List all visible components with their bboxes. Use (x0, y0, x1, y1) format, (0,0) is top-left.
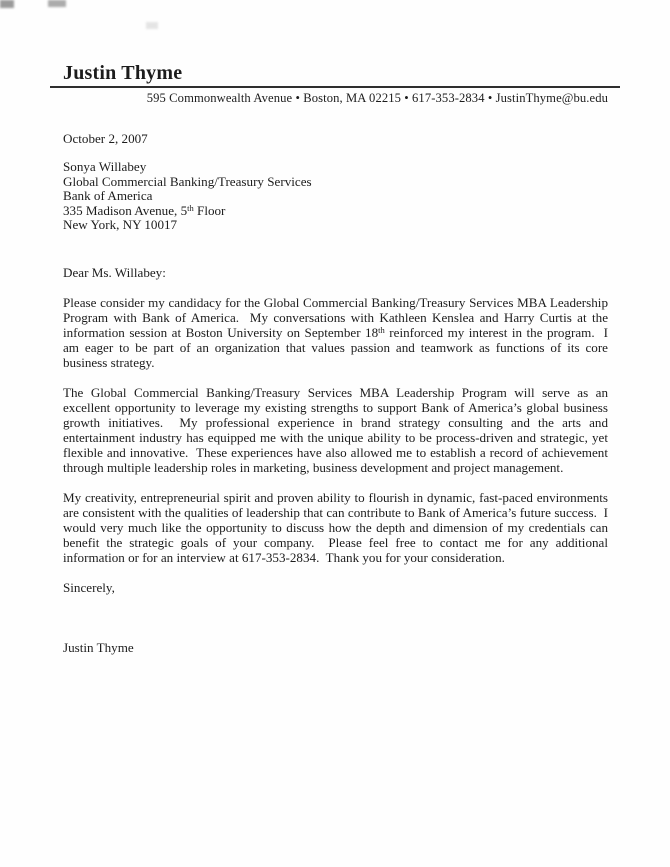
letterhead (0, 0, 670, 105)
recipient-street-suffix: Floor (193, 202, 226, 218)
salutation: Dear Ms. Willabey: (63, 264, 166, 280)
recipient-department: Global Commercial Banking/Treasury Services (63, 173, 312, 189)
scan-artifact (146, 22, 158, 29)
recipient-address-block (63, 160, 608, 233)
paragraph-1-ordinal: th (378, 324, 385, 335)
recipient-name: Sonya Willabey (63, 159, 147, 174)
letterhead-rule (50, 86, 620, 88)
recipient-company: Bank of America (63, 188, 153, 203)
recipient-city: New York, NY 10017 (63, 217, 178, 232)
recipient-street-ordinal: th (187, 202, 194, 213)
letterhead-contact-line: 595 Commonwealth Avenue • Boston, MA 02215 • 617-353-2834 • JustinThyme@bu.edu (146, 91, 608, 105)
paragraph-1-continuation: reinforced my interest in the program. I am eager to be part of an organization that values passion and teamwork as functions of its core business strategy. (63, 324, 612, 370)
letterhead-name: Justin Thyme (63, 62, 183, 84)
closing: Sincerely, (63, 579, 115, 595)
letter-date: October 2, 2007 (63, 131, 148, 146)
scan-artifact (48, 0, 66, 7)
paragraph-1-text: Please consider my candidacy for the Global Commercial Banking/Treasury Services MBA Leadership Program with Bank of America. My conversations with Kathleen Kenslea and Harry Curtis at the information session at Boston University on September 18 (63, 294, 612, 340)
letter-content (0, 131, 670, 655)
scan-artifact (0, 0, 14, 8)
paragraph-1 (63, 294, 612, 370)
paragraph-2: The Global Commercial Banking/Treasury Services MBA Leadership Program will serve as an excellent opportunity to leverage my existing strengths to support Bank of America’s global business growth initiatives. My professional experience in brand strategy consulting and the arts and entertainment industry has equipped me with the unique ability to be process-driven and strategic, yet flexible and innovative. These experiences have also allowed me to establish a record of achievement through multiple leadership roles in marketing, business development and project management. (63, 384, 612, 475)
recipient-street (63, 204, 608, 219)
paragraph-3: My creativity, entrepreneurial spirit and proven ability to flourish in dynamic, fast-paced environments are consistent with the qualities of leadership that can contribute to Bank of America’s future success. I would very much like the opportunity to discuss how the depth and dimension of my credentials can benefit the strategic goals of your company. Please feel free to contact me for any additional information or for an interview at 617-353-2834. Thank you for your consideration. (63, 489, 612, 565)
signature-name: Justin Thyme (63, 639, 134, 655)
recipient-street-text: 335 Madison Avenue, 5 (63, 202, 188, 218)
